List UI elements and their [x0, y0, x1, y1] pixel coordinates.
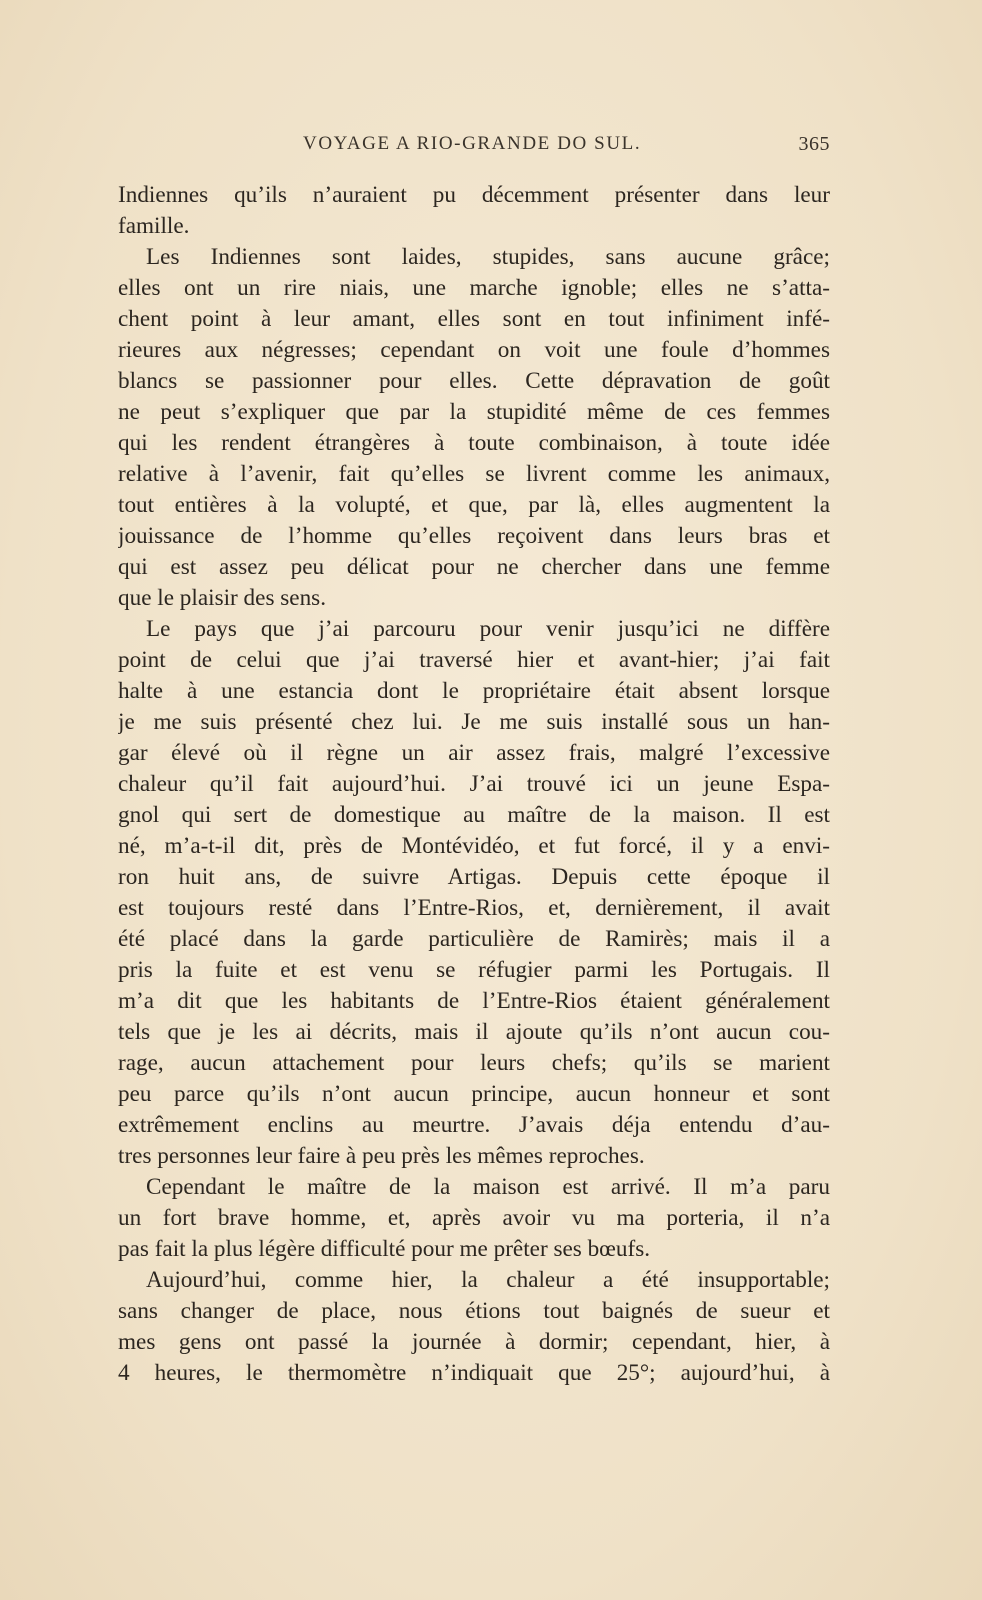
- text-line: point de celui que j’ai traversé hier et avant-hier; j’ai fait: [118, 647, 830, 673]
- running-title: VOYAGE A RIO-GRANDE DO SUL.: [303, 133, 642, 154]
- text-line: tres personnes leur faire à peu près les mêmes reproches.: [118, 1143, 645, 1169]
- text-line: halte à une estancia dont le propriétaire était absent lorsque: [118, 678, 830, 704]
- text-line: tout entières à la volupté, et que, par là, elles augmentent la: [118, 492, 830, 518]
- text-line: pris la fuite et est venu se réfugier parmi les Portugais. Il: [118, 957, 830, 983]
- text-line: Le pays que j’ai parcouru pour venir jusqu’ici ne diffère: [146, 616, 830, 642]
- page-header: [118, 133, 830, 163]
- text-line: un fort brave homme, et, après avoir vu ma porteria, il n’a: [118, 1205, 830, 1231]
- text-line: mes gens ont passé la journée à dormir; cependant, hier, à: [118, 1329, 830, 1355]
- body-text: [118, 180, 830, 1389]
- text-line: ne peut s’expliquer que par la stupidité même de ces femmes: [118, 399, 830, 425]
- text-line: Les Indiennes sont laides, stupides, sans aucune grâce;: [146, 244, 830, 270]
- text-line: est toujours resté dans l’Entre-Rios, et, dernièrement, il avait: [118, 895, 830, 921]
- text-line: blancs se passionner pour elles. Cette dépravation de goût: [118, 368, 830, 394]
- text-line: gar élevé où il règne un air assez frais, malgré l’excessive: [118, 740, 830, 766]
- text-line: que le plaisir des sens.: [118, 585, 326, 611]
- text-line: 4 heures, le thermomètre n’indiquait que 25°; aujourd’hui, à: [118, 1360, 830, 1386]
- text-line: relative à l’avenir, fait qu’elles se livrent comme les animaux,: [118, 461, 830, 487]
- text-line: m’a dit que les habitants de l’Entre-Rios étaient généralement: [118, 988, 830, 1014]
- text-line: qui est assez peu délicat pour ne chercher dans une femme: [118, 554, 830, 580]
- text-line: famille.: [118, 213, 190, 239]
- text-line: chaleur qu’il fait aujourd’hui. J’ai trouvé ici un jeune Espa-: [118, 771, 830, 797]
- text-line: elles ont un rire niais, une marche ignoble; elles ne s’atta-: [118, 275, 830, 301]
- text-line: qui les rendent étrangères à toute combinaison, à toute idée: [118, 430, 830, 456]
- text-line: je me suis présenté chez lui. Je me suis installé sous un han-: [118, 709, 830, 735]
- text-line: Cependant le maître de la maison est arrivé. Il m’a paru: [146, 1174, 830, 1200]
- text-line: pas fait la plus légère difficulté pour me prêter ses bœufs.: [118, 1236, 651, 1262]
- text-line: tels que je les ai décrits, mais il ajoute qu’ils n’ont aucun cou-: [118, 1019, 830, 1045]
- text-line: rieures aux négresses; cependant on voit une foule d’hommes: [118, 337, 830, 363]
- text-line: rage, aucun attachement pour leurs chefs; qu’ils se marient: [118, 1050, 830, 1076]
- text-line: chent point à leur amant, elles sont en tout infiniment infé-: [118, 306, 830, 332]
- text-line: jouissance de l’homme qu’elles reçoivent dans leurs bras et: [118, 523, 830, 549]
- page-number: 365: [798, 133, 830, 155]
- text-line: sans changer de place, nous étions tout baignés de sueur et: [118, 1298, 830, 1324]
- text-line: été placé dans la garde particulière de Ramirès; mais il a: [118, 926, 830, 952]
- text-line: extrêmement enclins au meurtre. J’avais déja entendu d’au-: [118, 1112, 830, 1138]
- text-line: ron huit ans, de suivre Artigas. Depuis cette époque il: [118, 864, 830, 890]
- text-line: Aujourd’hui, comme hier, la chaleur a été insupportable;: [146, 1267, 830, 1293]
- text-line: gnol qui sert de domestique au maître de la maison. Il est: [118, 802, 830, 828]
- text-line: Indiennes qu’ils n’auraient pu décemment présenter dans leur: [118, 182, 830, 208]
- text-line: peu parce qu’ils n’ont aucun principe, aucun honneur et sont: [118, 1081, 830, 1107]
- text-line: né, m’a-t-il dit, près de Montévidéo, et fut forcé, il y a envi-: [118, 833, 830, 859]
